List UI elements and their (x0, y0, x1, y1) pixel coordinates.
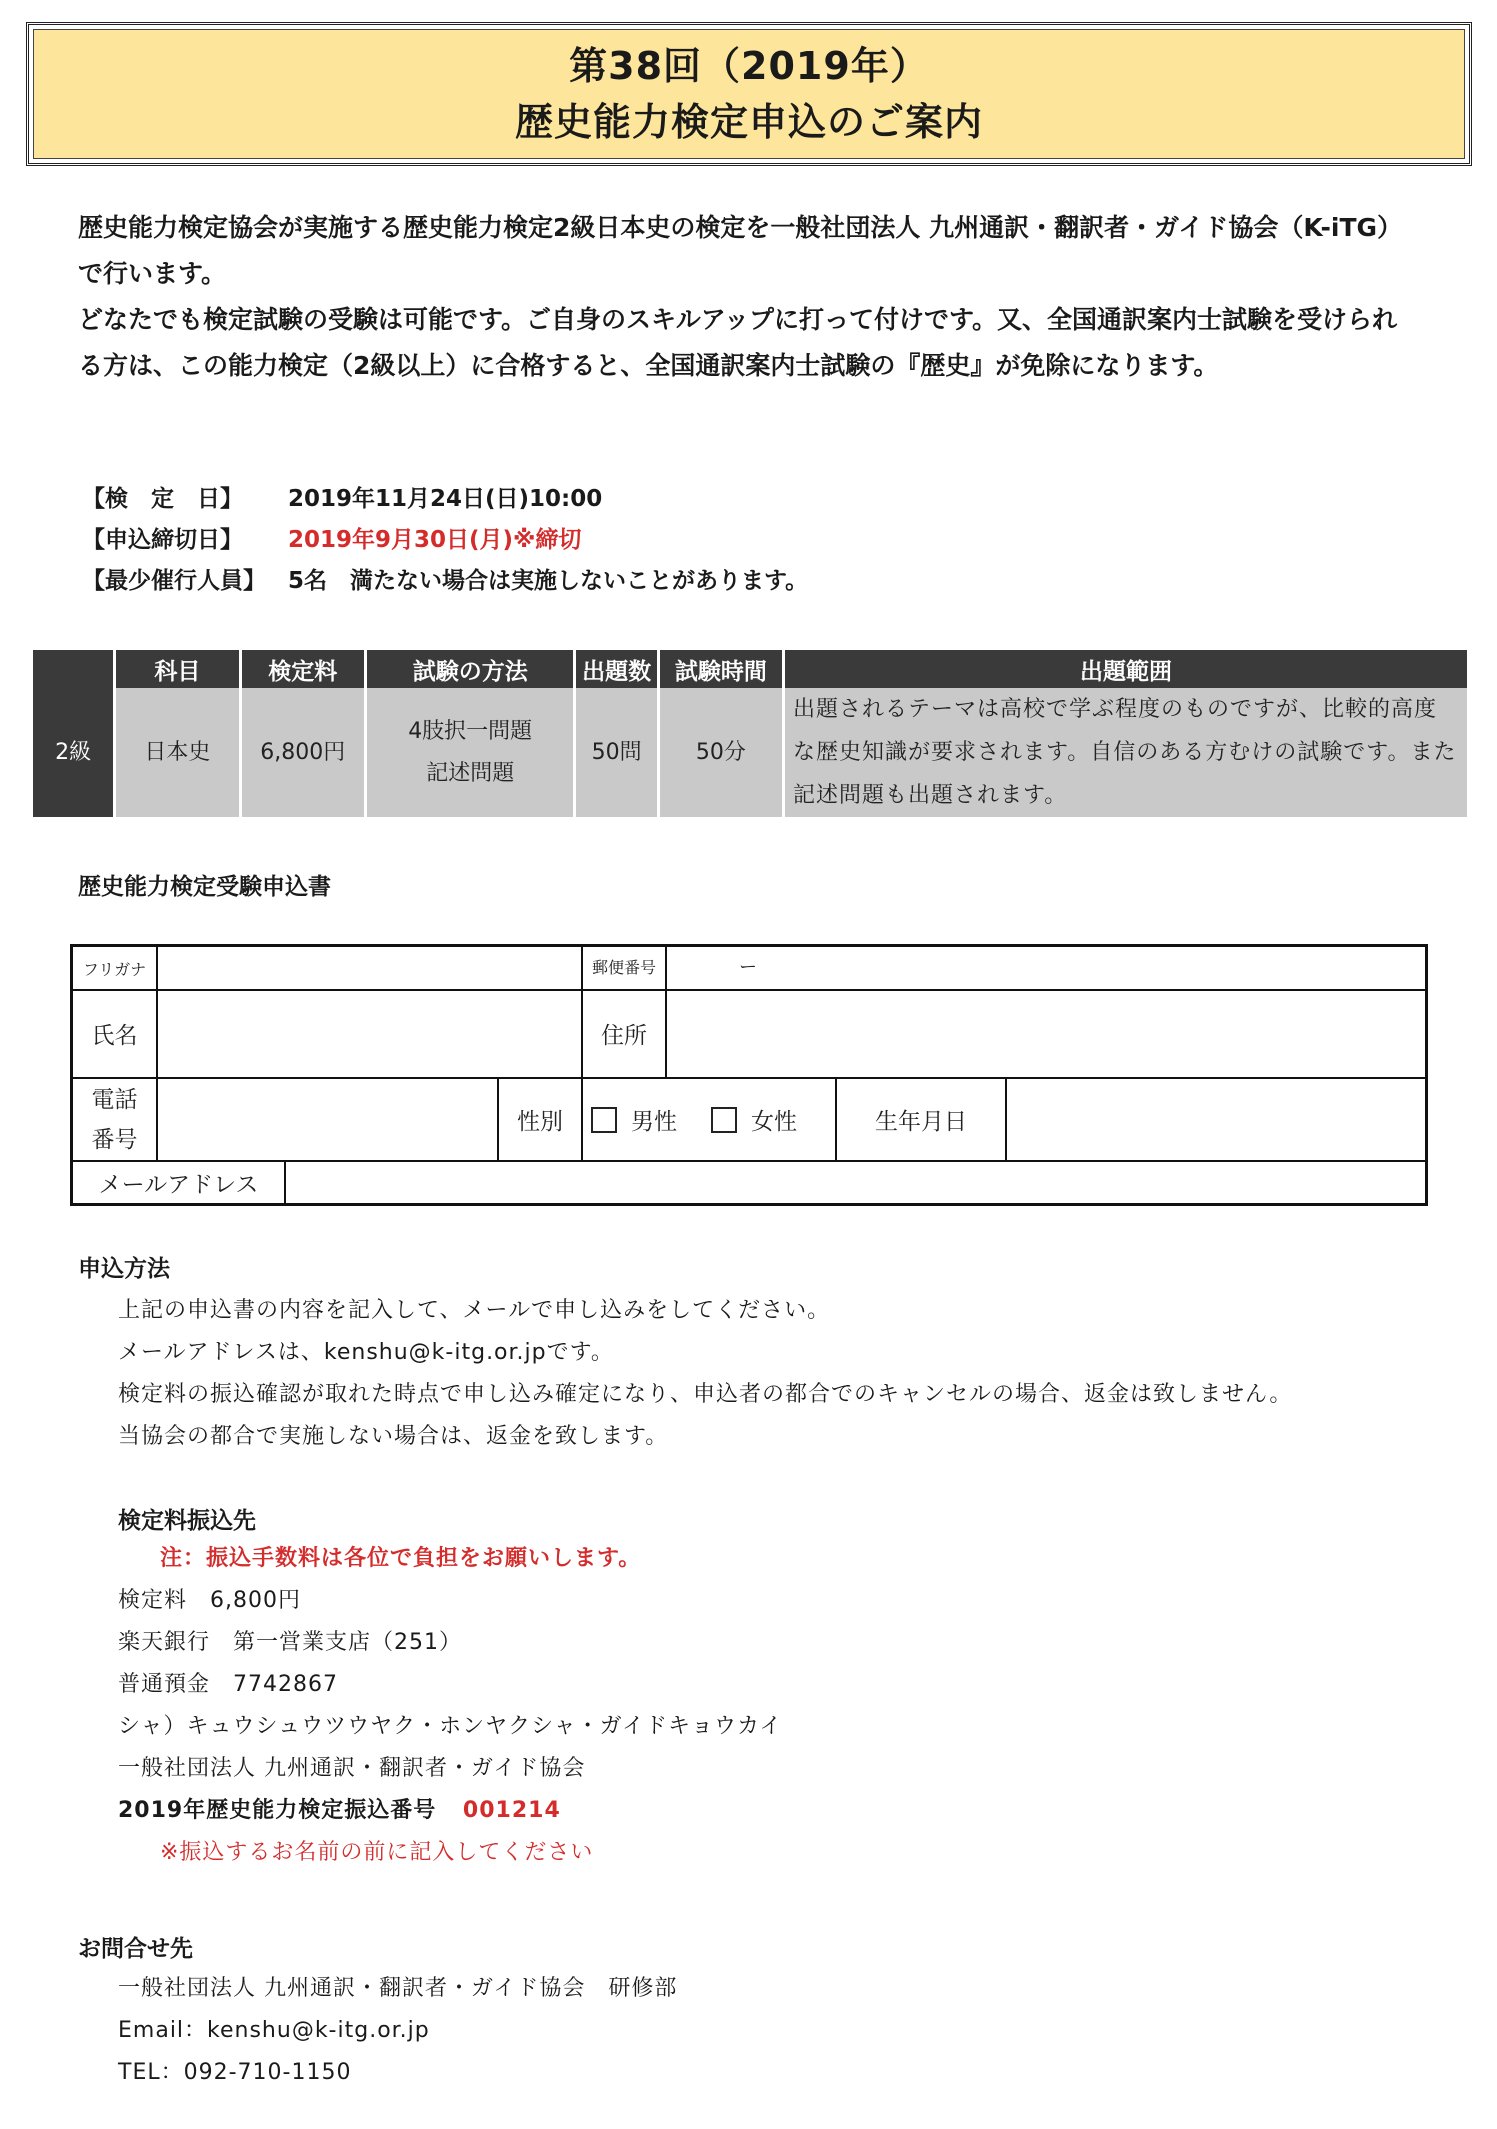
gender-label: 性別 (517, 1109, 563, 1135)
intro-text (78, 205, 1418, 389)
gender-options (583, 1079, 835, 1160)
exam-date-label: 【検 定 日】 (82, 486, 243, 512)
email-label: メールアドレス (98, 1172, 259, 1198)
header-time: 試験時間 (660, 650, 782, 688)
intro-paragraph-2: どなたでも検定試験の受験は可能です。ご自身のスキルアップに打って付けです。又、全国通訳案内士試験を受けられる方は、この能力検定（2級以上）に合格すると、全国通訳案内士試験の『歴史』が免除になります。 (78, 305, 1398, 380)
exam-date-row (82, 480, 602, 513)
name-label: 氏名 (91, 1022, 138, 1049)
header-blank (33, 650, 113, 688)
deadline-label: 【申込締切日】 (82, 527, 243, 553)
female-checkbox[interactable] (711, 1107, 737, 1133)
method-line-2: 記述問題 (426, 760, 515, 786)
phone-label-line2: 番号 (91, 1126, 138, 1153)
application-line: 検定料の振込確認が取れた時点で申し込み確定になり、申込者の都合でのキャンセルの場合、返金は致しません。 (118, 1382, 1293, 1407)
contact-email: Email：kenshu@k-itg.or.jp (118, 2018, 430, 2043)
payment-fee: 検定料 6,800円 (118, 1588, 301, 1613)
phone-label (73, 1079, 156, 1160)
phone-input[interactable] (158, 1079, 497, 1160)
contact-tel: TEL：092-710-1150 (118, 2060, 352, 2085)
header-fee: 検定料 (242, 650, 364, 688)
exam-table (30, 650, 1470, 817)
min-people-value: 5名 満たない場合は実施しないことがあります。 (288, 568, 809, 594)
payment-note: 注：振込手数料は各位で負担をお願いします。 (160, 1546, 642, 1571)
min-people-label: 【最少催行人員】 (82, 568, 266, 594)
deadline-row (82, 521, 581, 554)
name-input[interactable] (158, 989, 581, 1077)
page-title-line2: 歴史能力検定申込のご案内 (514, 100, 983, 144)
furigana-input[interactable] (158, 947, 581, 989)
address-label: 住所 (601, 1022, 647, 1049)
payment-details (118, 1538, 782, 1874)
transfer-number: 001214 (462, 1798, 561, 1823)
deadline-value: 2019年9月30日(月)※締切 (288, 527, 582, 553)
method-line-1: 4肢択一問題 (408, 718, 533, 744)
application-text (118, 1290, 1292, 1458)
email-input[interactable] (286, 1162, 1425, 1203)
female-label: 女性 (751, 1109, 797, 1135)
payment-holder-kana: シャ）キュウシュウツウヤク・ホンヤクシャ・ガイドキョウカイ (118, 1714, 783, 1739)
header-scope: 出題範囲 (785, 650, 1467, 688)
contact-org: 一般社団法人 九州通訳・翻訳者・ガイド協会 研修部 (118, 1976, 678, 2001)
min-people-row (82, 562, 808, 595)
application-heading: 申込方法 (78, 1256, 170, 1282)
furigana-label: フリガナ (82, 959, 147, 979)
application-line: 上記の申込書の内容を記入して、メールで申し込みをしてください。 (118, 1298, 831, 1323)
header-questions: 出題数 (576, 650, 656, 688)
birthdate-input[interactable] (1007, 1079, 1425, 1160)
transfer-label: 2019年歴史能力検定振込番号 (118, 1798, 437, 1823)
scope-cell: 出題されるテーマは高校で学ぶ程度のものですが、比較的高度な歴史知識が要求されます。自信のある方むけの試験です。また記述問題も出題されます。 (785, 688, 1467, 817)
header-subject: 科目 (116, 650, 238, 688)
page-title-line1: 第38回（2019年） (569, 44, 929, 88)
birthdate-label: 生年月日 (875, 1109, 967, 1135)
application-line: メールアドレスは、kenshu@k-itg.or.jpです。 (118, 1340, 614, 1365)
contact-details (118, 1968, 677, 2094)
questions-cell: 50問 (576, 688, 656, 817)
male-label: 男性 (631, 1109, 677, 1135)
payment-bank: 楽天銀行 第一営業支店（251） (118, 1630, 462, 1655)
grade-cell: 2級 (33, 688, 113, 817)
postal-input[interactable]: ー (739, 957, 757, 978)
payment-holder: 一般社団法人 九州通訳・翻訳者・ガイド協会 (118, 1756, 586, 1781)
address-input[interactable] (667, 989, 1425, 1077)
transfer-note: ※振込するお名前の前に記入してください (160, 1840, 594, 1865)
transfer-number-row (118, 1790, 782, 1832)
form-heading: 歴史能力検定受験申込書 (78, 874, 331, 900)
time-cell: 50分 (660, 688, 782, 817)
method-cell (367, 688, 574, 817)
exam-date-value: 2019年11月24日(日)10:00 (288, 486, 603, 512)
payment-account: 普通預金 7742867 (118, 1672, 338, 1697)
header-method: 試験の方法 (367, 650, 574, 688)
payment-heading: 検定料振込先 (118, 1508, 256, 1534)
exam-table-header (33, 650, 1467, 688)
phone-label-line1: 電話 (91, 1086, 138, 1113)
application-form (70, 944, 1428, 1206)
male-checkbox[interactable] (591, 1107, 617, 1133)
contact-heading: お問合せ先 (78, 1936, 193, 1962)
application-line: 当協会の都合で実施しない場合は、返金を致します。 (118, 1424, 669, 1449)
intro-paragraph-1: 歴史能力検定協会が実施する歴史能力検定2級日本史の検定を一般社団法人 九州通訳・翻訳者・ガイド協会（K-iTG）で行います。 (78, 213, 1403, 288)
table-row (33, 688, 1467, 817)
title-banner (33, 29, 1465, 159)
postal-label: 郵便番号 (591, 958, 656, 977)
title-box (26, 22, 1472, 166)
fee-cell: 6,800円 (242, 688, 364, 817)
subject-cell: 日本史 (116, 688, 238, 817)
